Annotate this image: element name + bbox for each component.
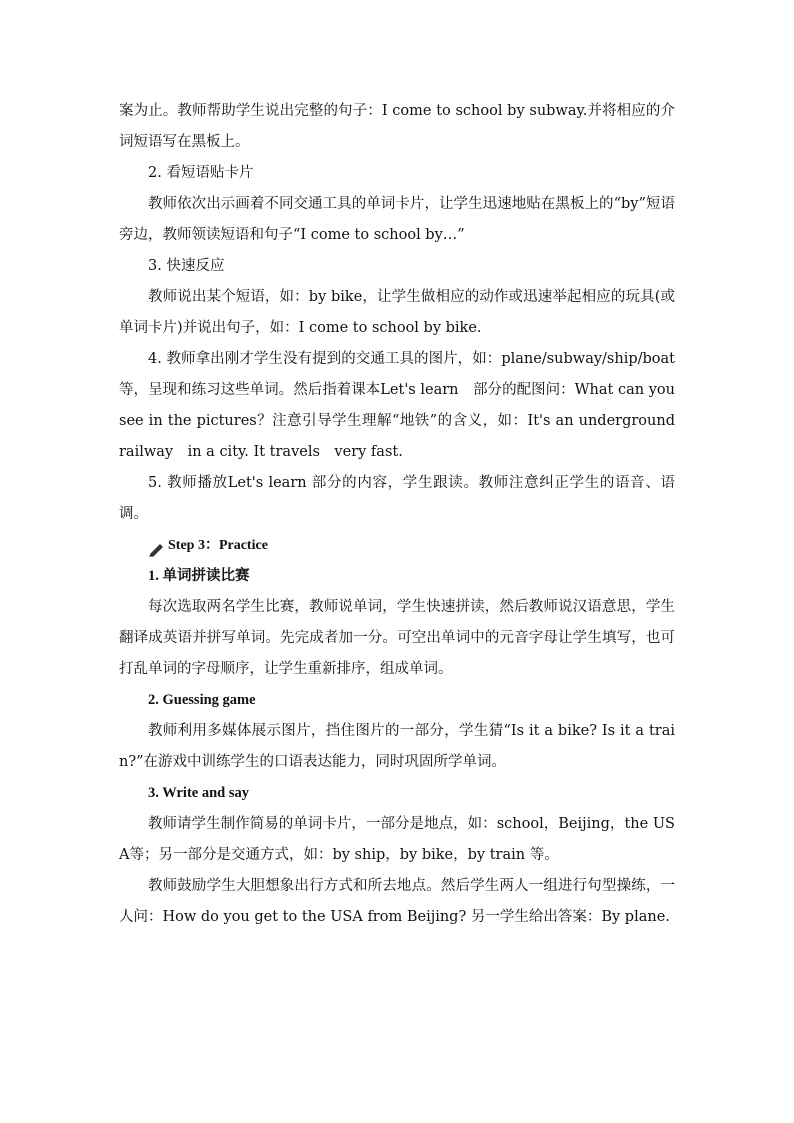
section-title-guessing: 2. Guessing game — [148, 692, 256, 708]
section-paragraph-pair-practice: 教师鼓励学生大胆想象出行方式和所去地点。然后学生两人一组进行句型操练，一人问：How do you get to the USA from Beijing? 另一学生给出答案：By plane. — [119, 878, 675, 925]
subheading-card-phrases: 2. 看短语贴卡片 — [148, 165, 254, 181]
section-paragraph-spelling: 每次选取两名学生比赛，教师说单词，学生快速拼读，然后教师说汉语意思，学生翻译成英语并拼写单词。先完成者加一分。可空出单词中的元音字母让学生填写，也可打乱单词的字母顺序，让学生重新排序，组成单词。 — [119, 599, 675, 677]
paragraph-continued: 案为止。教师帮助学生说出完整的句子：I come to school by subway.并将相应的介词短语写在黑板上。 — [119, 103, 675, 150]
step-heading — [119, 530, 675, 561]
step-heading-text: Step 3：Practice — [168, 538, 268, 553]
paragraph-quick-response: 教师说出某个短语，如：by bike，让学生做相应的动作或迅速举起相应的玩具(或单词卡片)并说出句子，如：I come to school by bike. — [119, 289, 675, 336]
section-paragraph-word-cards: 教师请学生制作简易的单词卡片，一部分是地点，如：school，Beijing，the USA等；另一部分是交通方式，如：by ship，by bike，by train 等。 — [119, 816, 675, 863]
paragraph-lets-learn-audio: 5. 教师播放Let's learn 部分的内容，学生跟读。教师注意纠正学生的语音、语调。 — [119, 475, 675, 522]
pencil-icon — [148, 539, 166, 553]
paragraph-transport-pictures: 4. 教师拿出刚才学生没有提到的交通工具的图片，如：plane/subway/ship/boat 等，呈现和练习这些单词。然后指着课本Let's learn 部分的配图问：What can you see in the pictures？注意引导学生理解“地铁”的含义，如：It's an underground railway in a city. It travels very fast. — [119, 351, 690, 460]
paragraph-card-activity: 教师依次出示画着不同交通工具的单词卡片，让学生迅速地贴在黑板上的“by”短语旁边，教师领读短语和句子“I come to school by…” — [119, 196, 675, 243]
document-body — [119, 96, 690, 933]
section-title-spelling: 1. 单词拼读比赛 — [148, 568, 250, 584]
section-title-write-say: 3. Write and say — [148, 785, 249, 801]
subheading-quick-response: 3. 快速反应 — [148, 258, 225, 274]
section-paragraph-guessing: 教师利用多媒体展示图片，挡住图片的一部分，学生猜“Is it a bike? Is it a train?”在游戏中训练学生的口语表达能力，同时巩固所学单词。 — [119, 723, 675, 770]
